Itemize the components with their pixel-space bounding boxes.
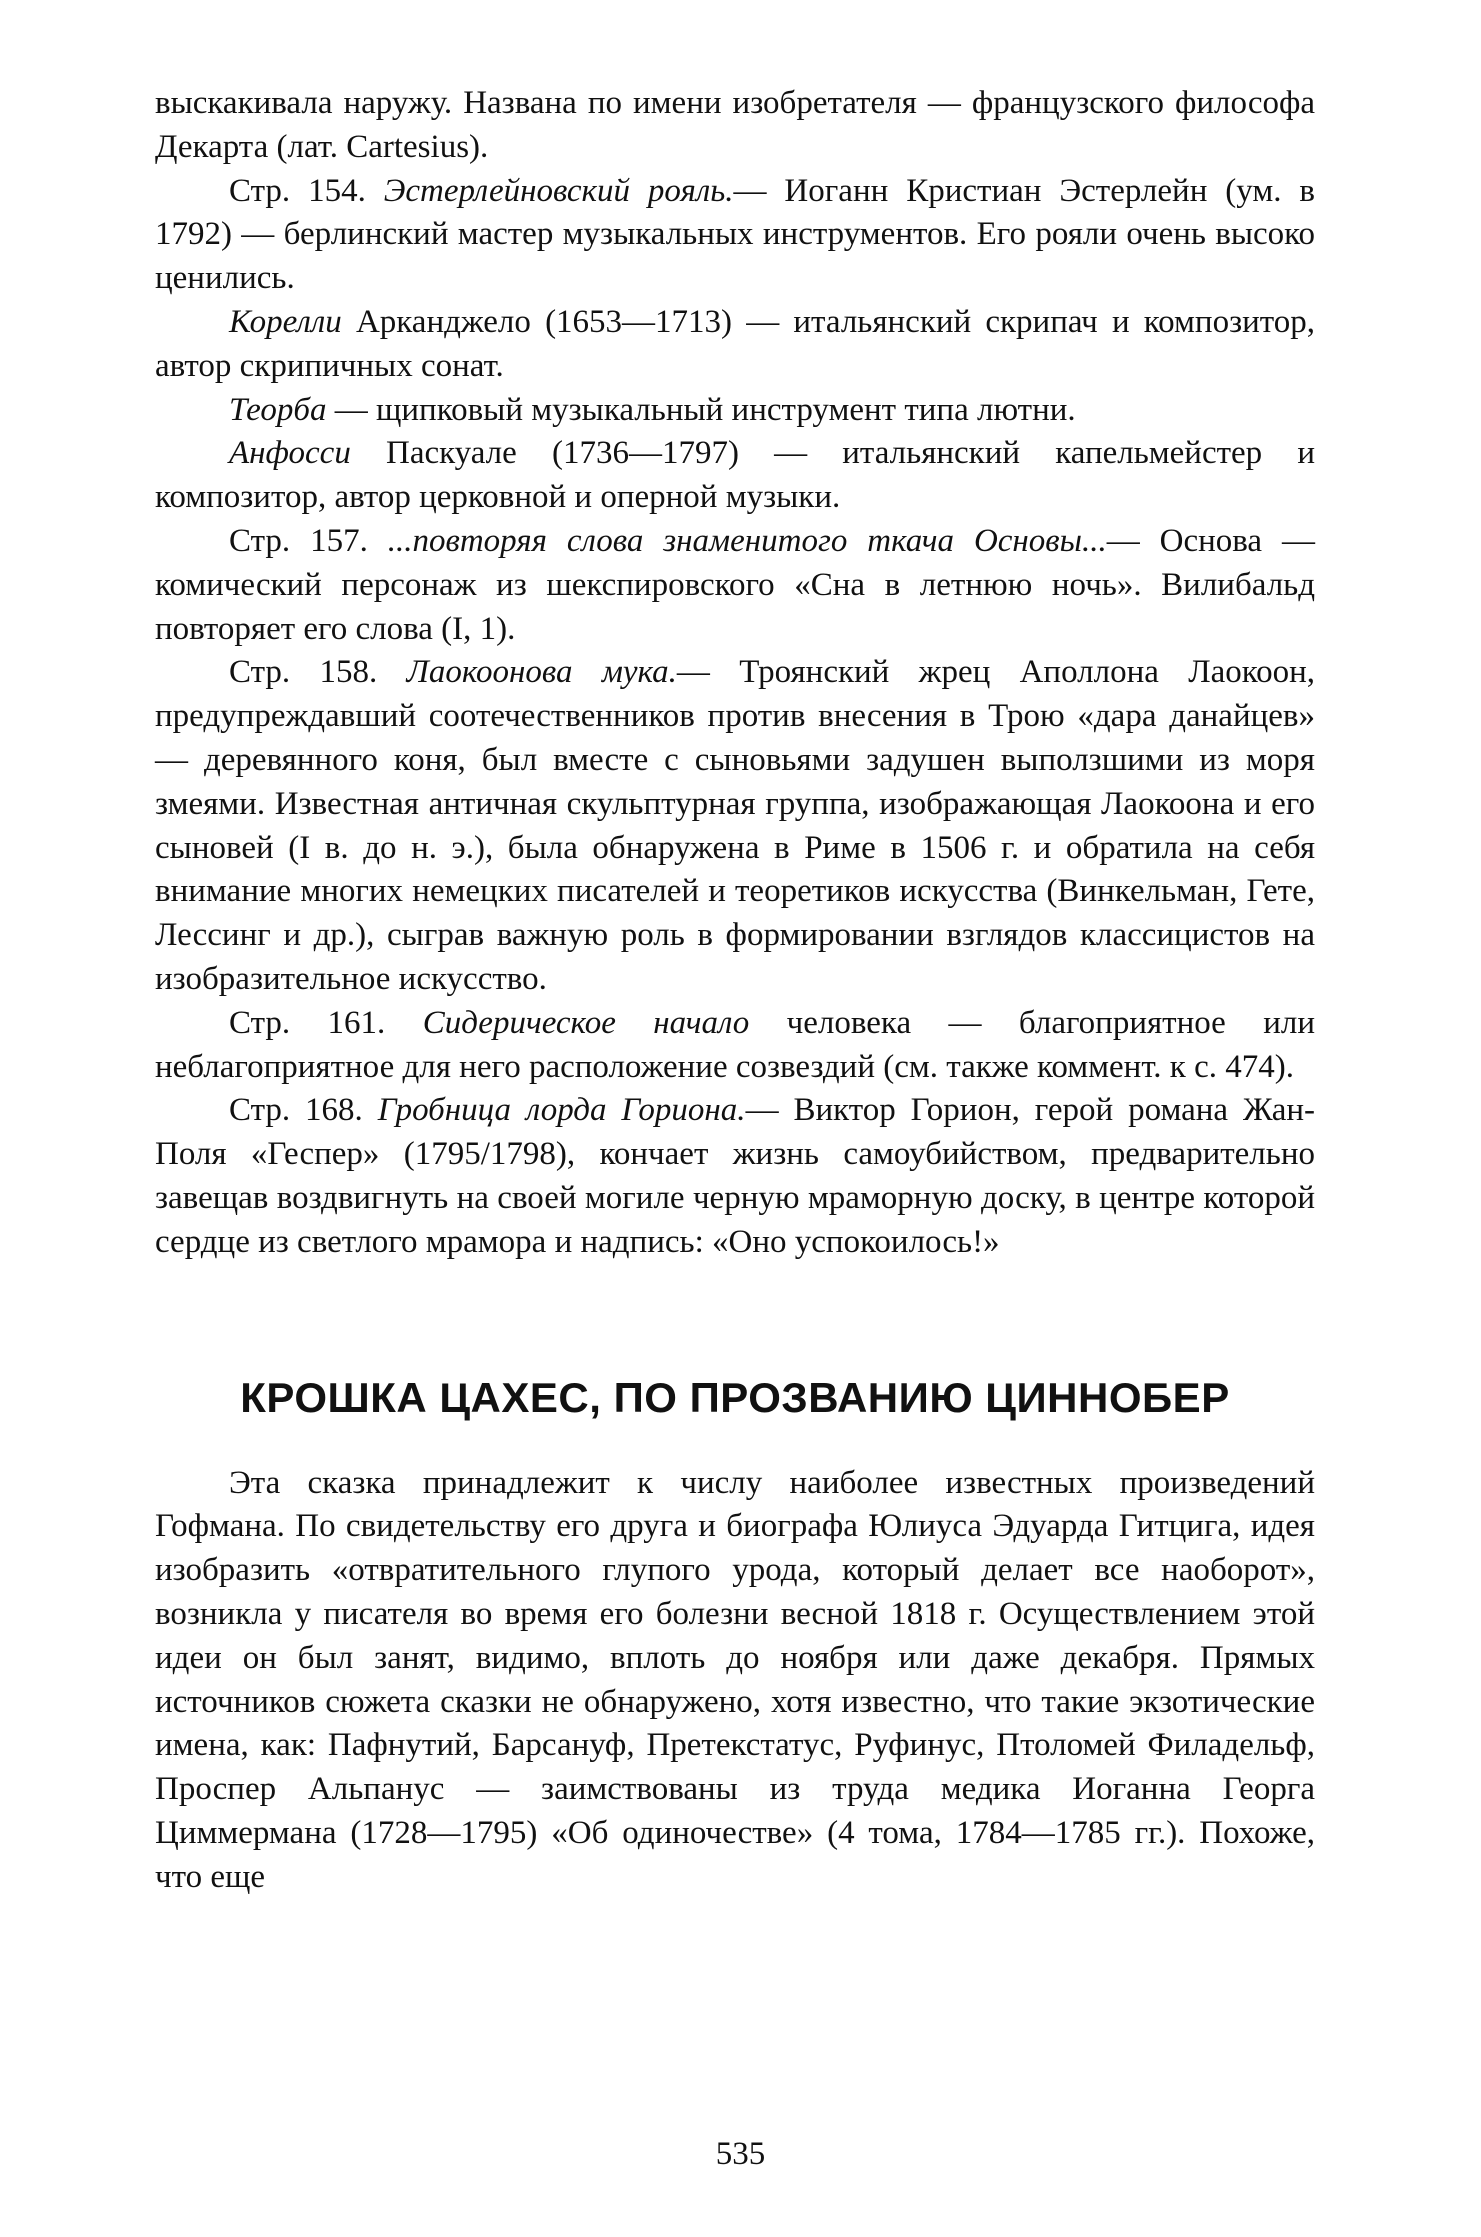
note-text: — Иоганн Кристиан Эстерлейн (ум. в 1792) — берлинский мастер музыкальных инструментов. Его рояли очень высоко ценились. <box>155 172 1316 297</box>
note-p161-sideric <box>155 1002 1315 1090</box>
note-term: Сидерическое начало <box>422 1004 750 1041</box>
note-term: Гробница лорда Гориона. <box>377 1092 746 1129</box>
note-text: Арканджело (1653—1713) — итальянский скрипач и композитор, автор скрипичных сонат. <box>155 303 1315 384</box>
note-text: — щипковый музыкальный инструмент типа лютни. <box>326 391 1076 428</box>
note-continuation <box>155 82 1315 170</box>
note-p168-horion <box>155 1089 1315 1264</box>
note-corelli <box>155 301 1315 389</box>
note-p158-laocoon <box>155 651 1315 1001</box>
note-p154-esterlein <box>155 170 1315 301</box>
page-number: 535 <box>715 2136 766 2172</box>
note-page-ref: Стр. 157. <box>229 522 388 559</box>
note-text: человека — благоприятное или неблагоприятное для него расположение созвездий (см. также коммент. к с. 474). <box>155 1004 1315 1085</box>
note-text: выскакивала наружу. Названа по имени изобретателя — французского философа Декарта (лат. Cartesius). <box>155 85 1315 165</box>
section-title: КРОШКА ЦАХЕС, ПО ПРОЗВАНИЮ ЦИННОБЕР <box>240 1373 1230 1421</box>
note-text: — Троянский жрец Аполлона Лаокоон, предупреждавший соотечественников против внесения в Трою «дара данайцев» — деревянного коня, был вместе с сыновьями задушен выползшими из моря змеями. Известная античная скульптурная группа, изображающая Лаокоона и его сыновей (I в. до н. э.), была обнаружена в Риме в 1506 г. и обратила на себя внимание многих немецких писателей и теоретиков искусства (Винкельман, Гете, Лессинг и др.), сыграв важную роль в формировании взглядов классицистов на изобразительное искусство. <box>155 654 1315 997</box>
note-page-ref: Стр. 158. <box>229 654 407 691</box>
note-term: Теорба <box>229 391 327 428</box>
note-term: Корелли <box>229 303 342 340</box>
note-text: Паскуале (1736—1797) — итальянский капельмейстер и композитор, автор церковной и оперной музыки. <box>155 435 1315 516</box>
note-p157-bottom <box>155 520 1315 651</box>
note-term: Анфосси <box>229 435 351 472</box>
note-term: Лаокоонова мука. <box>406 654 677 691</box>
page-body <box>155 82 1315 1899</box>
section-paragraph: Эта сказка принадлежит к числу наиболее известных произведений Гофмана. По свидетельству его друга и биографа Юлиуса Эдуарда Гитцига, идея изобразить «отвратительного глупого урода, который делает все наоборот», возникла у писателя во время его болезни весной 1818 г. Осуществлением этой идеи он был занят, видимо, вплоть до ноября или даже декабря. Прямых источников сюжета сказки не обнаружено, хотя известно, что такие экзотические имена, как: Пафнутий, Барсануф, Претекстатус, Руфинус, Птоломей Филадельф, Проспер Альпанус — заимствованы из труда медика Иоганна Георга Циммермана (1728—1795) «Об одиночестве» (4 тома, 1784—1785 гг.). Похоже, что еще <box>155 1464 1315 1895</box>
note-text: — Виктор Горион, герой романа Жан-Поля «Геспер» (1795/1798), кончает жизнь самоубийством, предварительно завещав воздвигнуть на своей могиле черную мраморную доску, в центре которой сердце из светлого мрамора и надпись: «Оно успокоилось!» <box>155 1092 1316 1260</box>
note-term: ...повторяя слова знаменитого ткача Основы... <box>387 522 1107 559</box>
note-theorbo <box>155 389 1315 433</box>
note-text: — Основа — комический персонаж из шекспировского «Сна в летнюю ночь». Вилибальд повторяет его слова (I, 1). <box>155 522 1316 647</box>
note-page-ref: Стр. 168. <box>229 1092 378 1129</box>
note-anfossi <box>155 432 1315 520</box>
note-page-ref: Стр. 161. <box>229 1004 423 1041</box>
note-term: Эстерлейновский рояль. <box>383 172 734 209</box>
note-page-ref: Стр. 154. <box>229 172 384 209</box>
